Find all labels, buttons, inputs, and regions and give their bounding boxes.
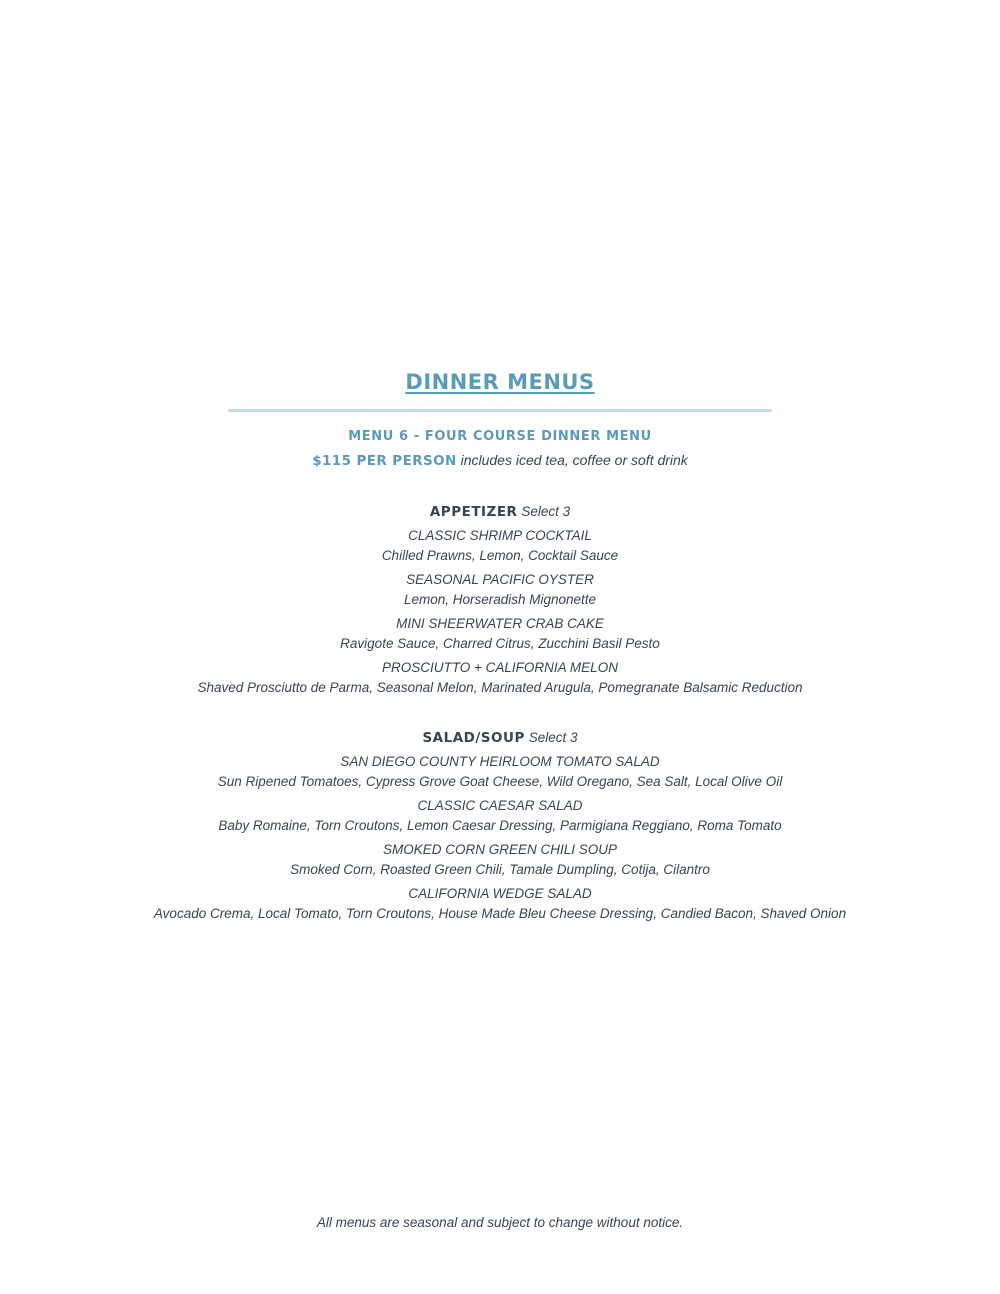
price-line [0,452,1000,469]
salad-soup-title: SALAD/SOUP [422,730,525,746]
price: $115 PER PERSON [312,453,457,469]
appetizer-section [0,501,1000,702]
footer-note: All menus are seasonal and subject to change without notice. [316,1215,684,1230]
dish-name: MINI SHEERWATER CRAB CAKE [396,616,604,631]
dish-name: SMOKED CORN GREEN CHILI SOUP [382,842,618,857]
dish-name: PROSCIUTTO + CALIFORNIA MELON [382,660,618,675]
dish-name: CALIFORNIA WEDGE SALAD [408,886,592,901]
dish-description: Sun Ripened Tomatoes, Cypress Grove Goat Cheese, Wild Oregano, Sea Salt, Local Olive Oil [217,774,783,789]
page-title: DINNER MENUS [405,370,595,394]
dish-description: Avocado Crema, Local Tomato, Torn Croutons, House Made Bleu Cheese Dressing, Candied Bacon, Shaved Onion [153,906,847,921]
dish-name: SEASONAL PACIFIC OYSTER [406,572,594,587]
dish-name: SAN DIEGO COUNTY HEIRLOOM TOMATO SALAD [340,754,660,769]
salad-soup-select-note: Select 3 [528,730,578,745]
dish-name: CLASSIC SHRIMP COCKTAIL [408,528,592,543]
title-divider [228,409,772,412]
appetizer-title: APPETIZER [429,504,518,520]
salad-soup-section [0,727,1000,928]
dish-item [0,658,1000,702]
dish-description: Lemon, Horseradish Mignonette [403,592,597,607]
dish-description: Ravigote Sauce, Charred Citrus, Zucchini Basil Pesto [340,636,660,651]
dish-item [0,884,1000,928]
dish-description: Shaved Prosciutto de Parma, Seasonal Melon, Marinated Arugula, Pomegranate Balsamic Reduction [197,680,803,695]
salad-soup-heading [0,727,1000,752]
price-note: includes iced tea, coffee or soft drink [460,452,688,468]
dish-item [0,570,1000,614]
dish-item [0,840,1000,884]
dish-item [0,752,1000,796]
dish-description: Baby Romaine, Torn Croutons, Lemon Caesar Dressing, Parmigiana Reggiano, Roma Tomato [218,818,782,833]
menu-name: MENU 6 - FOUR COURSE DINNER MENU [348,429,652,444]
dish-item [0,796,1000,840]
dish-description: Chilled Prawns, Lemon, Cocktail Sauce [381,548,619,563]
dish-item [0,526,1000,570]
dish-item [0,614,1000,658]
appetizer-select-note: Select 3 [521,504,571,519]
dish-name: CLASSIC CAESAR SALAD [417,798,583,813]
appetizer-heading [0,501,1000,526]
dish-description: Smoked Corn, Roasted Green Chili, Tamale Dumpling, Cotija, Cilantro [290,862,710,877]
